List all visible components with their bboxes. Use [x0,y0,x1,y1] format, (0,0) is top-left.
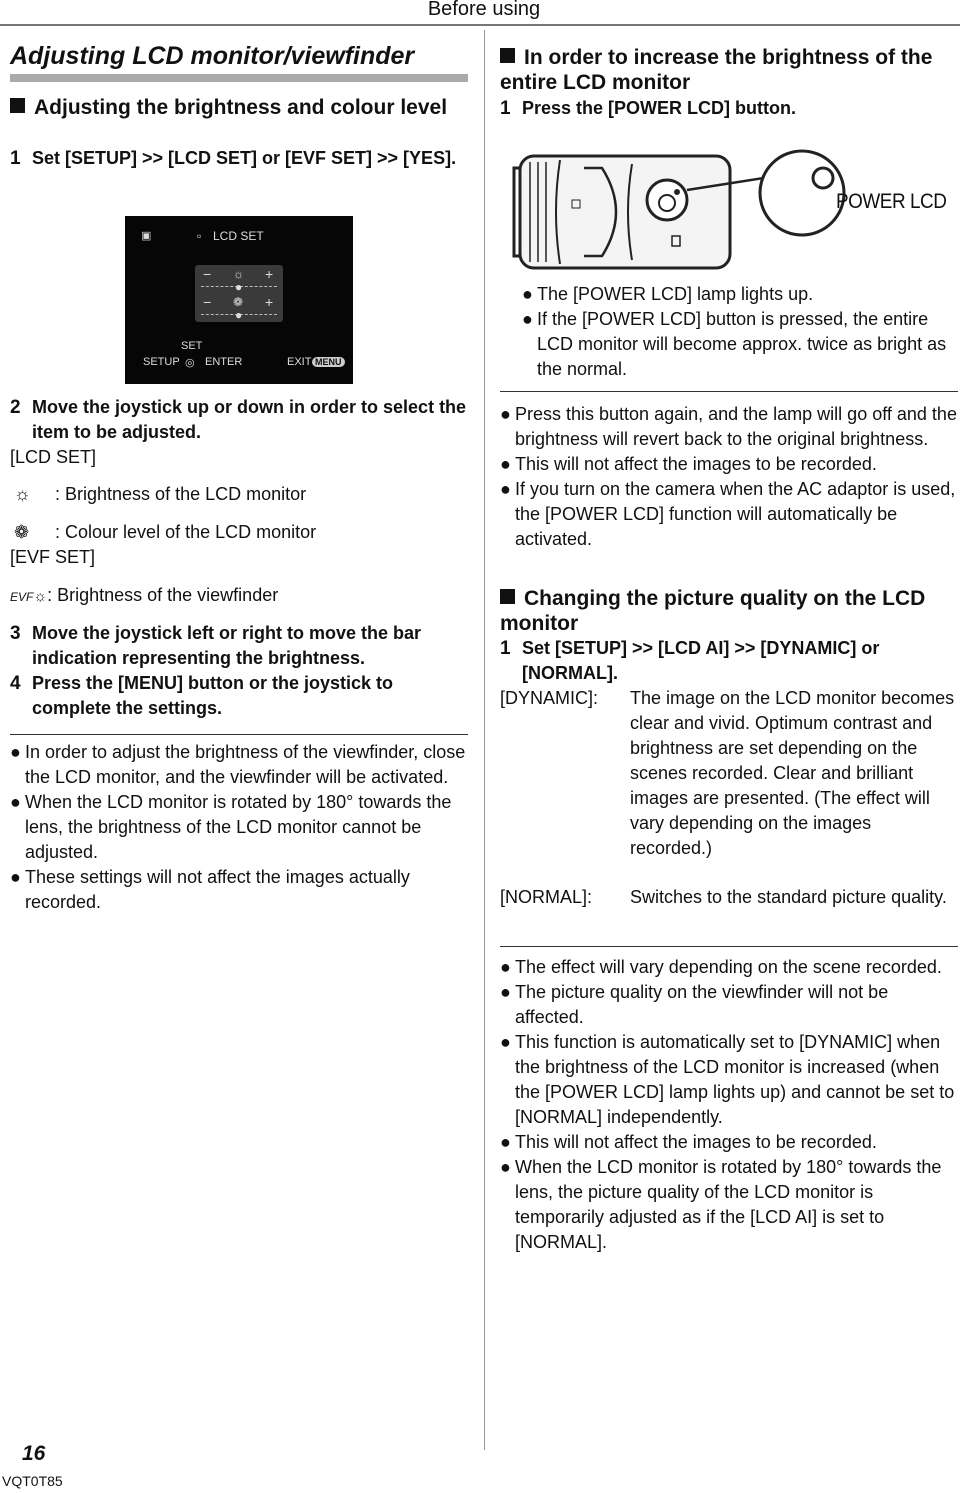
note-item [500,452,958,477]
bullet-icon: ● [500,1032,511,1052]
plus-icon: + [265,294,274,310]
notes-right-2 [500,402,958,552]
bullet-icon: ● [10,792,21,812]
column-divider [484,30,485,1450]
joystick-icon: ◎ [185,357,195,369]
bullet-icon: ● [500,1132,511,1152]
step-1-right [500,96,955,121]
setup-label: SETUP [143,356,180,368]
page-number: 16 [22,1442,46,1465]
enter-label: ENTER [205,356,243,368]
step-text: Press the [MENU] button or the joystick to complete the settings. [32,673,394,718]
item-evf-brightness [10,583,464,610]
item-colour [14,520,464,545]
screen-title: LCD SET [213,229,264,243]
item-text: : Colour level of the LCD monitor [55,522,317,542]
minus-icon: − [203,266,212,282]
subheading-text: Changing the picture quality on the LCD monitor [500,587,926,635]
step-number: 4 [10,673,21,694]
step-text: Set [SETUP] >> [LCD AI] >> [DYNAMIC] or [NORMAL]. [522,638,880,683]
step-text: Press the [POWER LCD] button. [522,98,796,118]
note-text: When the LCD monitor is rotated by 180° towards the lens, the brightness of the LCD monitor cannot be adjusted. [25,792,452,862]
note-text: The effect will vary depending on the scene recorded. [515,957,942,977]
note-text: If you turn on the camera when the AC adaptor is used, the [POWER LCD] function will automatically be activated. [515,479,956,549]
bullet-icon: ● [500,454,511,474]
colour-icon: ❁ [14,522,30,542]
note-item [10,790,468,865]
note-item [500,1130,958,1155]
lcd-set-label: [LCD SET] [10,447,97,467]
note-item [500,1030,958,1130]
subheading-brightness-colour [10,95,468,120]
item-text: : Brightness of the viewfinder [47,585,279,605]
divider-rule [10,734,468,735]
note-text: The picture quality on the viewfinder will not be affected. [515,982,889,1027]
bullet-icon: ● [500,1157,511,1177]
step-1-left [10,146,468,171]
lcd-set-screen [125,216,353,384]
subheading-text: Adjusting the brightness and colour level [34,96,448,119]
power-lcd-label: POWER LCD [836,190,947,213]
evf-set-label: [EVF SET] [10,547,96,567]
note-text: This will not affect the images to be recorded. [515,454,877,474]
lcd-set-icon: ▫ [197,229,202,243]
subheading-power-lcd [500,45,955,95]
bullet-icon: ● [522,284,533,304]
note-text: This function is automatically set to [DYNAMIC] when the brightness of the LCD monitor is increased (when the [POWER LCD] lamp lights up) and cannot be set to [NORMAL] independently. [515,1032,955,1127]
square-bullet-icon [10,98,25,113]
section-header: Before using [427,0,541,20]
note-item [522,307,960,382]
set-label: SET [181,340,203,352]
step-text: Move the joystick left or right to move the bar indication representing the brightness. [32,623,422,668]
square-bullet-icon [500,48,515,63]
step-number: 1 [500,98,511,119]
power-lcd-button[interactable] [647,180,687,220]
subheading-text: In order to increase the brightness of the entire LCD monitor [500,46,933,94]
divider-rule [500,391,958,392]
step-text: Move the joystick up or down in order to select the item to be adjusted. [32,397,467,442]
step-number: 3 [10,623,21,644]
bullet-icon: ● [10,742,21,762]
dynamic-description: The image on the LCD monitor becomes clear and vivid. Optimum contrast and brightness are set depending on the scenes recorded. Clear and brilliant images are presented. (The effect will vary depending on the images recorded.) [630,688,955,858]
item-text: : Brightness of the LCD monitor [55,484,307,504]
normal-term: [NORMAL]: [500,887,593,907]
note-item [500,402,958,452]
slider-handle-icon: ● [235,308,243,322]
note-item [522,282,960,307]
notes-right-3 [500,955,958,1255]
dynamic-term: [DYNAMIC]: [500,688,599,708]
step-text: Set [SETUP] >> [LCD SET] or [EVF SET] >> [YES]. [32,148,457,168]
power-lcd-button-zoom [760,151,844,235]
note-text: This will not affect the images to be recorded. [515,1132,877,1152]
divider-rule [500,946,958,947]
item-brightness [14,482,464,507]
slider-handle-icon: ● [235,280,243,294]
bullet-icon: ● [500,479,511,499]
brightness-icon: ☼ [33,588,48,605]
bullet-icon: ● [10,867,21,887]
note-item [500,1155,958,1255]
colour-icon: ❁ [233,295,244,309]
step-number: 1 [500,638,511,659]
plus-icon: + [265,266,274,282]
note-text: When the LCD monitor is rotated by 180° towards the lens, the picture quality of the LCD monitor is temporarily adjusted as if the [LCD AI] is set to [NORMAL]. [515,1157,942,1252]
bullet-icon: ● [500,404,511,424]
step-1-picture-quality [500,636,955,686]
note-text: These settings will not affect the images actually recorded. [25,867,410,912]
evf-icon: EVF [10,590,34,604]
notes-left [10,740,468,915]
note-text: The [POWER LCD] lamp lights up. [537,284,814,304]
note-item [10,740,468,790]
step-4-left [10,671,468,721]
note-text: In order to adjust the brightness of the viewfinder, close the LCD monitor, and the viewfinder will be activated. [25,742,466,787]
bullet-icon: ● [522,309,533,329]
note-item [500,477,958,552]
title-underline-bar [10,74,468,82]
menu-label: MENU [312,357,345,367]
section-title: Adjusting LCD monitor/viewfinder [10,42,415,70]
subheading-picture-quality [500,586,955,636]
step-2-left [10,395,468,445]
note-text: If the [POWER LCD] button is pressed, the entire LCD monitor will become approx. twice as bright as the normal. [537,309,947,379]
camera-mode-icon: ▣ [141,230,152,242]
model-code: VQT0T85 [2,1473,63,1489]
step-number: 2 [10,397,21,418]
adjust-panel [195,265,283,322]
step-number: 1 [10,148,21,169]
bullet-icon: ● [500,957,511,977]
note-item [10,865,468,915]
minus-icon: − [203,294,212,310]
brightness-icon: ☼ [233,267,244,281]
menu-badge [312,356,345,368]
header-rule [0,24,960,26]
note-item [500,955,958,980]
square-bullet-icon [500,589,515,604]
exit-label: EXIT [287,356,312,368]
brightness-icon: ☼ [14,484,31,504]
bullet-icon: ● [500,982,511,1002]
step-3-left [10,621,468,671]
notes-right-1 [522,282,960,382]
normal-description: Switches to the standard picture quality. [630,887,947,907]
camera-body [520,156,730,268]
note-item [500,980,958,1030]
note-text: Press this button again, and the lamp will go off and the brightness will revert back to the original brightness. [515,404,957,449]
